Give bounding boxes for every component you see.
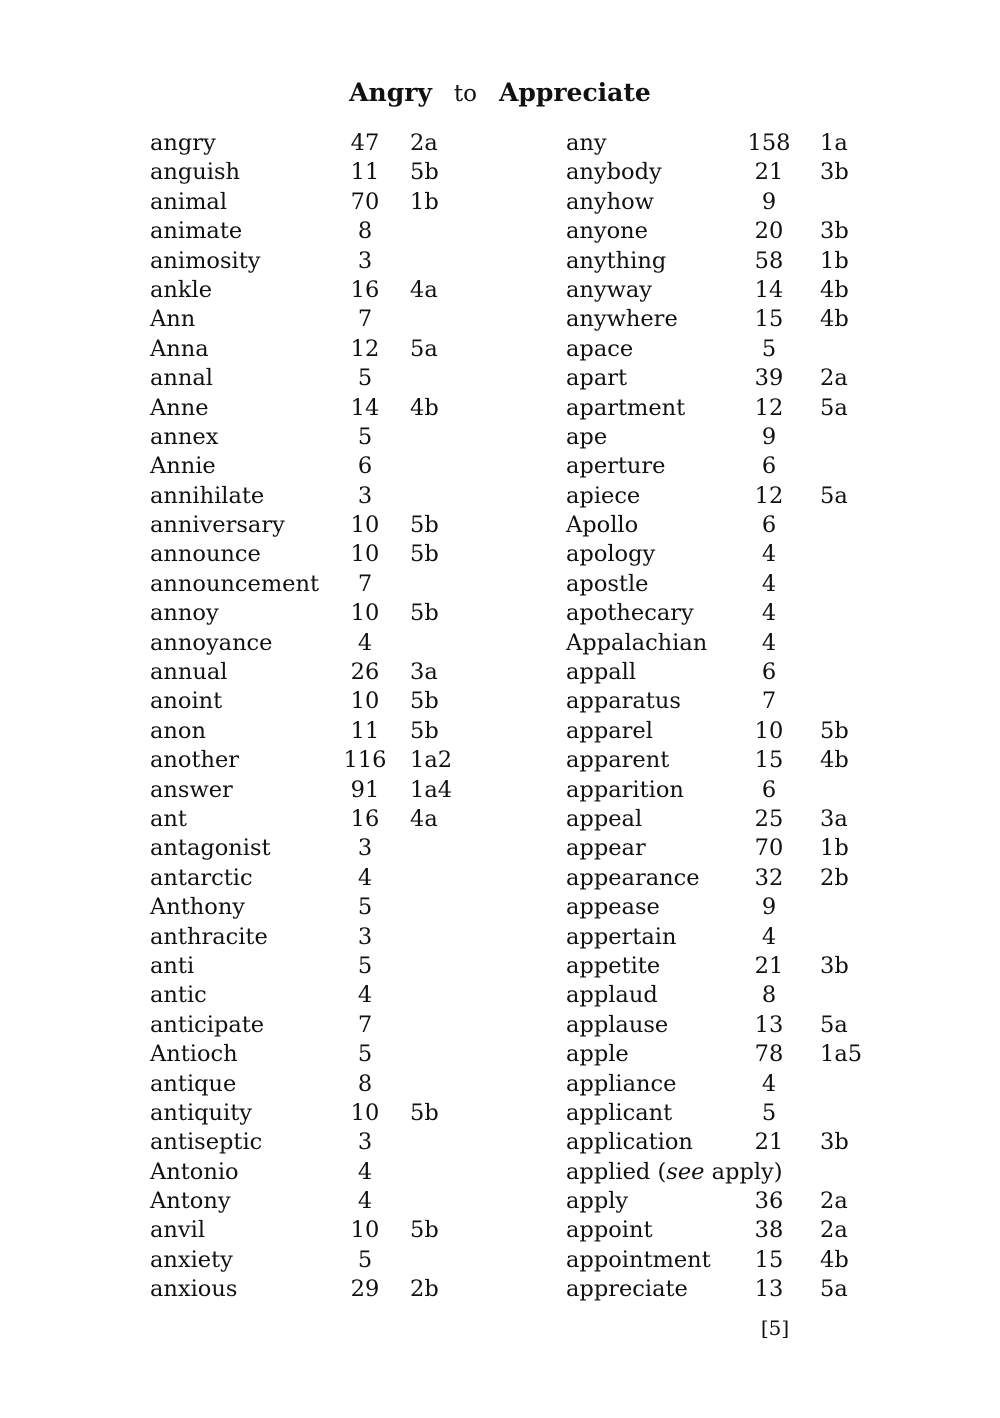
entry-grade-level: 5b xyxy=(410,717,439,744)
entry-frequency-count: 4 xyxy=(761,629,777,656)
entry-word: appeal xyxy=(566,805,643,832)
entry-word: applicant xyxy=(566,1099,673,1126)
header-connector: to xyxy=(453,81,478,107)
entry-frequency-count: 116 xyxy=(343,747,387,774)
entry-frequency-count: 10 xyxy=(350,1217,380,1244)
entry-word: aperture xyxy=(566,453,666,480)
entry-frequency-count: 15 xyxy=(754,747,784,774)
page-number: [5] xyxy=(760,1316,790,1338)
entry-frequency-count: 6 xyxy=(357,453,373,480)
entry-grade-level: 3a xyxy=(820,805,848,832)
entry-grade-level: 5b xyxy=(410,1217,439,1244)
entry-frequency-count: 15 xyxy=(754,1246,784,1273)
entry-grade-level: 5b xyxy=(820,717,849,744)
entry-frequency-count: 10 xyxy=(350,512,380,539)
entry-frequency-count: 78 xyxy=(754,1041,784,1068)
entry-word: annex xyxy=(150,423,219,450)
entry-word: apple xyxy=(566,1041,629,1068)
entry-word: apparatus xyxy=(566,688,681,715)
entry-grade-level: 4b xyxy=(820,747,849,774)
entry-grade-level: 5a xyxy=(410,335,438,362)
see-reference-target: apply xyxy=(711,1158,774,1185)
entry-word: answer xyxy=(150,776,233,803)
entry-word-text: applied xyxy=(566,1158,651,1185)
entry-frequency-count: 14 xyxy=(754,276,784,303)
entry-frequency-count: 7 xyxy=(357,570,373,597)
header-last-word: Appreciate xyxy=(499,78,651,107)
entry-word: any xyxy=(566,130,607,156)
entry-word: announce xyxy=(150,541,261,568)
entry-frequency-count: 4 xyxy=(761,570,777,597)
entry-grade-level: 5a xyxy=(820,482,848,509)
entry-frequency-count: 9 xyxy=(761,188,777,215)
entry-grade-level: 5b xyxy=(410,541,439,568)
entry-word: applied (see apply) xyxy=(566,1158,783,1185)
entry-word: ape xyxy=(566,423,608,450)
entry-frequency-count: 21 xyxy=(754,952,784,979)
entry-frequency-count: 4 xyxy=(761,1070,777,1097)
entry-frequency-count: 12 xyxy=(754,482,784,509)
entry-grade-level: 4a xyxy=(410,276,438,303)
entry-word: anxious xyxy=(150,1276,238,1303)
entry-frequency-count: 4 xyxy=(761,541,777,568)
entry-frequency-count: 16 xyxy=(350,805,380,832)
entry-frequency-count: 38 xyxy=(754,1217,784,1244)
entry-frequency-count: 5 xyxy=(761,1099,777,1126)
see-reference-label: see xyxy=(666,1158,705,1185)
entry-grade-level: 5a xyxy=(820,1276,848,1303)
entry-word: another xyxy=(150,747,240,774)
entry-frequency-count: 3 xyxy=(357,835,373,862)
entry-word: Anne xyxy=(150,394,209,421)
entry-frequency-count: 70 xyxy=(350,188,380,215)
entry-grade-level: 3b xyxy=(820,952,849,979)
entry-word: antarctic xyxy=(150,864,253,891)
entry-frequency-count: 21 xyxy=(754,1129,784,1156)
entry-grade-level: 2a xyxy=(410,130,438,156)
entry-frequency-count: 5 xyxy=(761,335,777,362)
entry-word: anoint xyxy=(150,688,223,715)
entry-frequency-count: 5 xyxy=(357,1041,373,1068)
entry-grade-level: 1a xyxy=(820,130,848,156)
entry-frequency-count: 6 xyxy=(761,512,777,539)
entry-grade-level: 4b xyxy=(820,1246,849,1273)
entry-grade-level: 4b xyxy=(820,306,849,333)
entry-grade-level: 5b xyxy=(410,512,439,539)
entry-grade-level: 1b xyxy=(820,835,849,862)
entry-frequency-count: 10 xyxy=(350,1099,380,1126)
entry-frequency-count: 47 xyxy=(350,130,380,156)
entry-word: apiece xyxy=(566,482,641,509)
entry-word: appliance xyxy=(566,1070,677,1097)
entry-word: animal xyxy=(150,188,228,215)
entry-frequency-count: 4 xyxy=(761,923,777,950)
entry-word: animate xyxy=(150,218,243,245)
entry-word: anyhow xyxy=(566,188,654,215)
entry-word: anvil xyxy=(150,1217,206,1244)
entry-word: Annie xyxy=(150,453,216,480)
entry-frequency-count: 11 xyxy=(350,717,380,744)
entry-word: anybody xyxy=(566,159,662,186)
entry-frequency-count: 39 xyxy=(754,365,784,392)
entry-frequency-count: 4 xyxy=(357,1158,373,1185)
entry-frequency-count: 4 xyxy=(357,629,373,656)
entry-word: application xyxy=(566,1129,693,1156)
entry-grade-level: 5a xyxy=(820,394,848,421)
entry-frequency-count: 10 xyxy=(350,541,380,568)
entry-word: apparent xyxy=(566,747,670,774)
entry-word: Appalachian xyxy=(566,629,708,656)
entry-word: ant xyxy=(150,805,187,832)
entry-frequency-count: 9 xyxy=(761,894,777,921)
entry-grade-level: 5b xyxy=(410,600,439,627)
entry-word: Antony xyxy=(150,1188,231,1215)
entry-frequency-count: 7 xyxy=(357,1011,373,1038)
entry-frequency-count: 5 xyxy=(357,894,373,921)
entry-word: anything xyxy=(566,247,667,274)
entry-word: anyone xyxy=(566,218,648,245)
entry-frequency-count: 10 xyxy=(350,688,380,715)
entry-grade-level: 5a xyxy=(820,1011,848,1038)
entry-word: antiseptic xyxy=(150,1129,263,1156)
entry-frequency-count: 6 xyxy=(761,453,777,480)
entry-frequency-count: 8 xyxy=(761,982,777,1009)
entry-word: apparel xyxy=(566,717,653,744)
entry-frequency-count: 20 xyxy=(754,218,784,245)
entry-frequency-count: 12 xyxy=(350,335,380,362)
entry-word: anti xyxy=(150,952,195,979)
entry-grade-level: 5b xyxy=(410,688,439,715)
entry-frequency-count: 36 xyxy=(754,1188,784,1215)
entry-frequency-count: 158 xyxy=(747,130,791,156)
entry-grade-level: 3a xyxy=(410,659,438,686)
entry-frequency-count: 32 xyxy=(754,864,784,891)
entry-frequency-count: 14 xyxy=(350,394,380,421)
entry-word: applause xyxy=(566,1011,669,1038)
entry-word: appreciate xyxy=(566,1276,688,1303)
entry-frequency-count: 13 xyxy=(754,1276,784,1303)
entry-word: Antioch xyxy=(150,1041,238,1068)
entry-frequency-count: 4 xyxy=(357,864,373,891)
entry-grade-level: 4b xyxy=(820,276,849,303)
entry-word: Anthony xyxy=(150,894,246,921)
entry-word: anthracite xyxy=(150,923,268,950)
entry-frequency-count: 10 xyxy=(350,600,380,627)
entry-word: ankle xyxy=(150,276,213,303)
entry-word: Antonio xyxy=(150,1158,239,1185)
entry-frequency-count: 3 xyxy=(357,482,373,509)
entry-frequency-count: 29 xyxy=(350,1276,380,1303)
entry-word: apostle xyxy=(566,570,649,597)
entry-grade-level: 5b xyxy=(410,159,439,186)
entry-word: anticipate xyxy=(150,1011,265,1038)
entry-frequency-count: 8 xyxy=(357,1070,373,1097)
entry-grade-level: 1a2 xyxy=(410,747,453,774)
entry-word: Ann xyxy=(150,306,196,333)
entry-word: angry xyxy=(150,130,216,156)
entry-word: antique xyxy=(150,1070,237,1097)
entry-word: anguish xyxy=(150,159,241,186)
entry-grade-level: 4a xyxy=(410,805,438,832)
entry-word: antagonist xyxy=(150,835,271,862)
entry-word: appointment xyxy=(566,1246,711,1273)
entry-grade-level: 3b xyxy=(820,159,849,186)
entry-frequency-count: 70 xyxy=(754,835,784,862)
entry-frequency-count: 16 xyxy=(350,276,380,303)
entry-word: appease xyxy=(566,894,660,921)
entry-grade-level: 4b xyxy=(410,394,439,421)
entry-frequency-count: 6 xyxy=(761,659,777,686)
entry-word: anniversary xyxy=(150,512,285,539)
entry-word: anon xyxy=(150,717,206,744)
entry-frequency-count: 26 xyxy=(350,659,380,686)
entry-grade-level: 1b xyxy=(410,188,439,215)
header-first-word: Angry xyxy=(349,78,432,107)
entry-frequency-count: 91 xyxy=(350,776,380,803)
entry-word: apothecary xyxy=(566,600,694,627)
entry-word: apply xyxy=(566,1188,629,1215)
entry-grade-level: 3b xyxy=(820,1129,849,1156)
entry-word: appertain xyxy=(566,923,677,950)
entry-word: Anna xyxy=(150,335,209,362)
entry-frequency-count: 21 xyxy=(754,159,784,186)
entry-word: animosity xyxy=(150,247,261,274)
entry-grade-level: 2b xyxy=(410,1276,439,1303)
entry-word: annihilate xyxy=(150,482,265,509)
entry-frequency-count: 3 xyxy=(357,1129,373,1156)
entry-word: apart xyxy=(566,365,628,392)
entry-frequency-count: 6 xyxy=(761,776,777,803)
entry-frequency-count: 10 xyxy=(754,717,784,744)
entry-frequency-count: 58 xyxy=(754,247,784,274)
entry-frequency-count: 15 xyxy=(754,306,784,333)
entry-grade-level: 2b xyxy=(820,864,849,891)
entry-frequency-count: 5 xyxy=(357,365,373,392)
entry-frequency-count: 9 xyxy=(761,423,777,450)
entry-word: appall xyxy=(566,659,637,686)
entry-word: apartment xyxy=(566,394,686,421)
entry-grade-level: 1a4 xyxy=(410,776,453,803)
entry-word: appetite xyxy=(566,952,661,979)
entry-frequency-count: 13 xyxy=(754,1011,784,1038)
entry-grade-level: 2a xyxy=(820,1217,848,1244)
entry-word: antiquity xyxy=(150,1099,252,1126)
entry-frequency-count: 8 xyxy=(357,218,373,245)
entry-word: apace xyxy=(566,335,634,362)
entry-frequency-count: 3 xyxy=(357,923,373,950)
entry-frequency-count: 4 xyxy=(357,1188,373,1215)
entry-frequency-count: 5 xyxy=(357,952,373,979)
entry-frequency-count: 7 xyxy=(761,688,777,715)
entry-frequency-count: 25 xyxy=(754,805,784,832)
entry-word: apology xyxy=(566,541,656,568)
entry-grade-level: 1a5 xyxy=(820,1041,863,1068)
entry-word: announcement xyxy=(150,570,320,597)
entry-word: annoy xyxy=(150,600,219,627)
entry-word: anyway xyxy=(566,276,653,303)
entry-grade-level: 2a xyxy=(820,365,848,392)
entry-frequency-count: 3 xyxy=(357,247,373,274)
entry-frequency-count: 4 xyxy=(357,982,373,1009)
entry-word: Apollo xyxy=(566,512,639,539)
entry-word: appoint xyxy=(566,1217,653,1244)
entry-frequency-count: 4 xyxy=(761,600,777,627)
entry-frequency-count: 12 xyxy=(754,394,784,421)
entry-word: anxiety xyxy=(150,1246,233,1273)
entry-frequency-count: 11 xyxy=(350,159,380,186)
entry-frequency-count: 5 xyxy=(357,423,373,450)
entry-word: anywhere xyxy=(566,306,678,333)
entry-word: antic xyxy=(150,982,207,1009)
entry-word: annoyance xyxy=(150,629,273,656)
entry-word: apparition xyxy=(566,776,684,803)
entry-grade-level: 2a xyxy=(820,1188,848,1215)
entry-word: applaud xyxy=(566,982,658,1009)
entry-grade-level: 1b xyxy=(820,247,849,274)
page-header xyxy=(0,76,1000,111)
entry-frequency-count: 5 xyxy=(357,1246,373,1273)
entry-word: annal xyxy=(150,365,214,392)
entry-word: annual xyxy=(150,659,228,686)
entry-grade-level: 5b xyxy=(410,1099,439,1126)
entry-frequency-count: 7 xyxy=(357,306,373,333)
entry-grade-level: 3b xyxy=(820,218,849,245)
entry-word: appear xyxy=(566,835,646,862)
entry-word: appearance xyxy=(566,864,700,891)
